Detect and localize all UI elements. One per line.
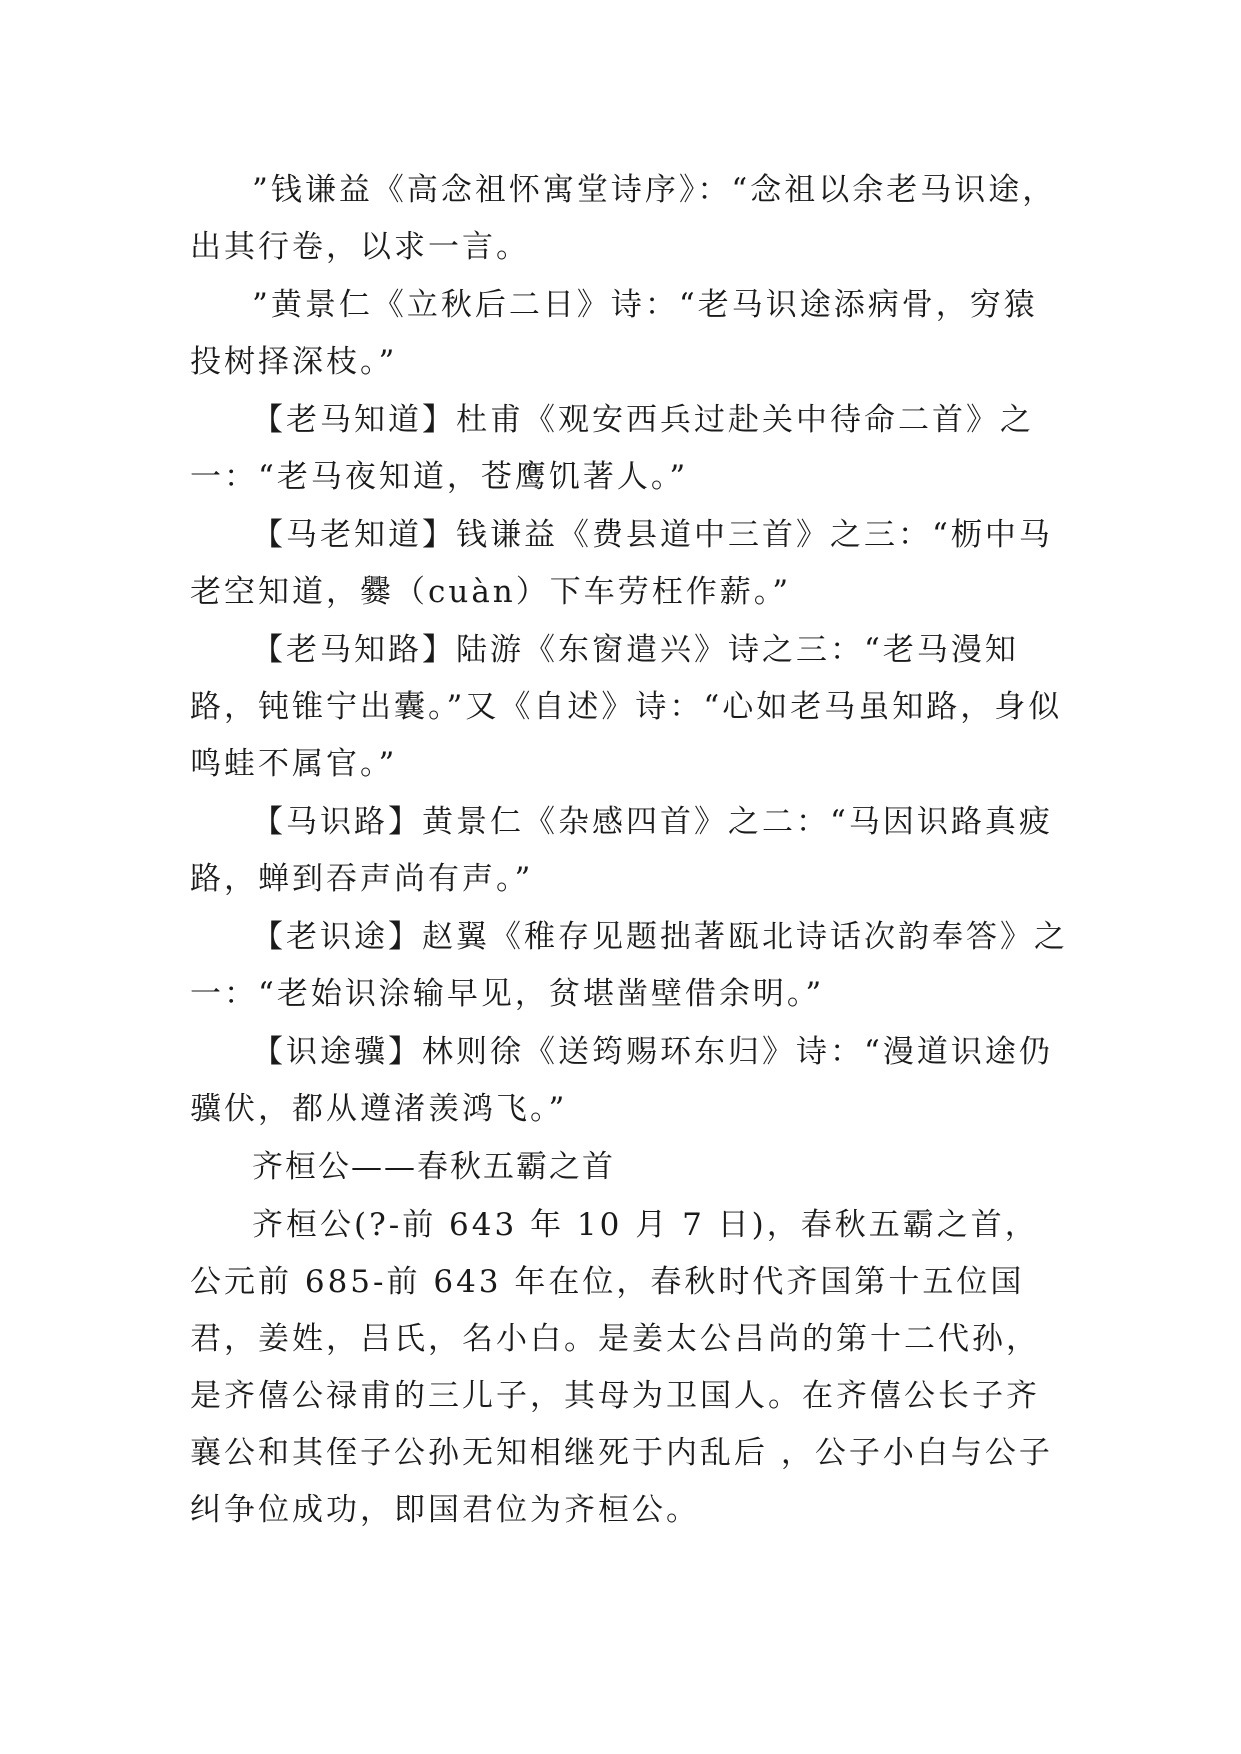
paragraph: 【识途骥】林则徐《送筠赐环东归》诗：“漫道识途仍骥伏，都从遵渚羡鸿飞。” [190,1034,1053,1127]
paragraph: 【老马知道】杜甫《观安西兵过赴关中待命二首》之一：“老马夜知道，苍鹰饥著人。” [190,402,1034,495]
paragraph: 【老马知路】陆游《东窗遣兴》诗之三：“老马漫知路，钝锥宁出囊。”又《自述》诗：“心如老马虽知路，身似鸣蛙不属官。” [190,632,1063,782]
body-paragraph: 齐桓公(?-前 643 年 10 月 7 日)，春秋五霸之首，公元前 685-前 643 年在位，春秋时代齐国第十五位国君，姜姓，吕氏，名小白。是姜太公吕尚的第十二代孙，是齐僖公禄甫的三儿子，其母为卫国人。在齐僖公长子齐襄公和其侄子公孙无知相继死于内乱后 ，公子小白与公子纠争位成功，即国君位为齐桓公。 [190,1207,1053,1528]
paragraph: 【马老知道】钱谦益《费县道中三首》之三：“枥中马老空知道，爨（cuàn）下车劳枉作薪。” [190,517,1053,610]
section-heading: 齐桓公——春秋五霸之首 [252,1149,615,1185]
paragraph: 【马识路】黄景仁《杂感四首》之二：“马因识路真疲路，蝉到吞声尚有声。” [190,804,1053,897]
paragraph: ”黄景仁《立秋后二日》诗：“老马识途添病骨，穷猿投树择深枝。” [190,287,1038,380]
paragraph: 【老识途】赵翼《稚存见题拙著瓯北诗话次韵奉答》之一：“老始识涂输早见，贫堪凿壁借余明。” [190,919,1068,1012]
paragraph: ”钱谦益《高念祖怀寓堂诗序》：“念祖以余老马识途，出其行卷，以求一言。 [190,172,1057,265]
document-page [190,162,1070,1540]
